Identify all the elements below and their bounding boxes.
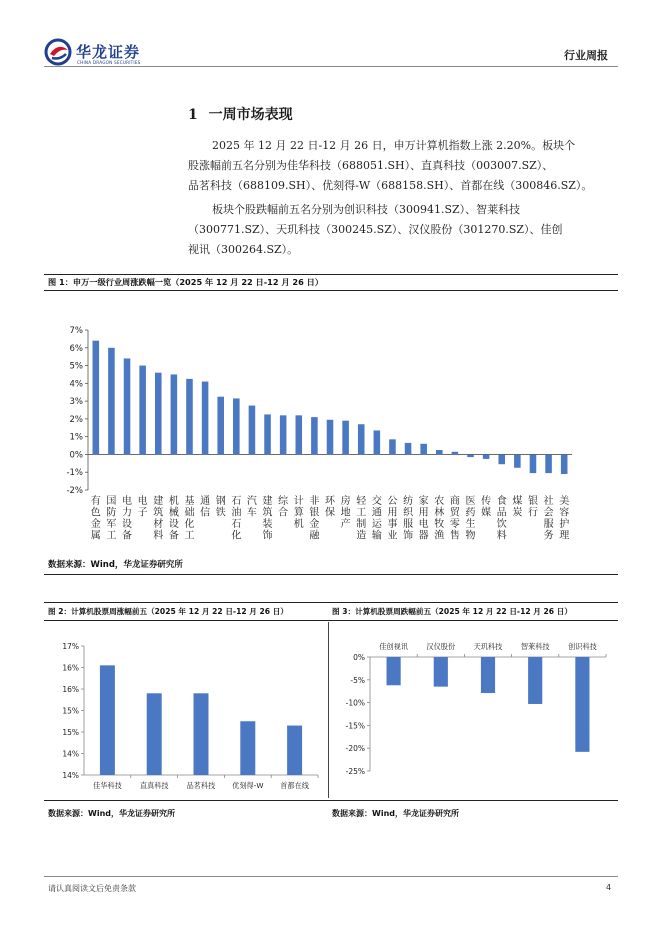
chart1-x-tick-label: 汽车	[246, 496, 257, 519]
chart1-bar-食品饮料	[498, 454, 505, 464]
chart2-y-tick-label: 17%	[62, 642, 79, 651]
chart2-y-tick-label: 14%	[62, 749, 79, 759]
chart1-x-tick-label: 国防军工	[106, 496, 117, 542]
chart1-bar-电子	[139, 366, 146, 455]
chart1-bar-基础化工	[186, 379, 193, 455]
chart1-x-tick-label: 机械设备	[168, 496, 179, 542]
chart1-x-tick-label: 非银金融	[309, 496, 320, 542]
chart2-bar-优刻得-W	[240, 721, 255, 775]
chart1-x-tick-label: 电子	[137, 496, 148, 519]
chart1-y-tick-label: -1%	[66, 468, 83, 479]
figure1-title: 图 1：申万一级行业周涨跌幅一览（2025 年 12 月 22 日-12 月 26 日）	[48, 277, 324, 287]
chart1-bar-农林牧渔	[436, 450, 443, 454]
chart1-bar-轻工制造	[358, 424, 365, 454]
chart1-x-tick-label: 医药生物	[465, 496, 476, 542]
chart2-bar-首都在线	[287, 726, 302, 775]
chart1-x-tick-label: 纺织服饰	[403, 496, 414, 542]
chart1-x-tick-label: 电力设备	[122, 496, 133, 542]
chart2-bar-品茗科技	[194, 693, 209, 775]
chart1-bar-商贸零售	[452, 452, 459, 455]
header-divider	[44, 66, 618, 67]
chart1-bar-传媒	[483, 454, 490, 458]
paragraph-line: 板块个股跌幅前五名分别为创识科技（300941.SZ）、智莱科技	[212, 203, 521, 216]
chart1-x-tick-label: 石油石化	[231, 496, 242, 542]
paragraph-1	[188, 136, 620, 196]
chart1-bar-非银金融	[311, 417, 318, 454]
chart3-y-tick-label: -10%	[345, 698, 365, 708]
chart1-bars	[93, 341, 568, 474]
chart2-x-tick-label: 优刻得-W	[232, 781, 264, 790]
chart1-x-tick-label: 农林牧渔	[434, 496, 445, 542]
paragraph-line: 股涨幅前五名分别为佳华科技（688051.SH）、直真科技（003007.SZ）、	[188, 159, 554, 172]
section-title	[188, 104, 293, 124]
chart3-y-tick-label: -15%	[345, 721, 365, 731]
chart1-bar-计算机	[295, 415, 302, 454]
logo-name: 华龙证券	[76, 43, 141, 61]
figure3-source: 数据来源：Wind，华龙证券研究所	[332, 809, 459, 818]
top-gainers-chart	[44, 622, 326, 800]
report-type: 行业周报	[564, 49, 608, 62]
chart1-x-tick-label: 家用电器	[418, 496, 429, 542]
section-number: 1	[188, 107, 198, 123]
chart1-x-tick-label: 轻工制造	[356, 496, 367, 542]
chart1-bar-石油石化	[233, 398, 240, 454]
paragraph-2	[188, 200, 620, 260]
figure23-bottom-rule	[44, 800, 618, 801]
figure2-title: 图 2：计算机股票周涨幅前五（2025 年 12 月 22 日-12 月 26 日）	[48, 607, 288, 616]
footer-divider	[44, 876, 618, 877]
page-number: 4	[606, 883, 612, 892]
chart3-bar-智莱科技	[528, 657, 542, 704]
chart3-x-tick-label: 佳创视讯	[379, 642, 408, 651]
chart1-y-tick-labels	[66, 326, 83, 496]
chart2-x-tick-label: 直真科技	[139, 781, 169, 790]
chart1-bar-综合	[280, 415, 287, 454]
chart1-bar-建筑材料	[155, 373, 162, 455]
chart1-x-tick-label: 综合	[278, 496, 289, 519]
chart1-bar-公用事业	[389, 439, 396, 454]
chart1-x-tick-label: 银行	[527, 496, 538, 519]
chart1-x-tick-label: 通信	[200, 496, 211, 519]
dragon-logo-icon	[44, 38, 74, 66]
chart3-y-tick-label: -20%	[345, 744, 365, 754]
chart1-bar-美容护理	[561, 454, 568, 474]
chart1-x-tick-label: 交通运输	[371, 496, 382, 542]
chart3-x-tick-label: 智莱科技	[520, 642, 550, 651]
chart1-x-tick-label: 有色金属	[90, 496, 101, 542]
chart1-x-tick-label: 计算机	[293, 496, 304, 530]
chart3-x-tick-labels	[379, 642, 597, 651]
chart1-bar-机械设备	[171, 374, 178, 454]
chart3-bar-创识科技	[575, 657, 589, 752]
chart1-x-tick-label: 美容护理	[559, 496, 570, 542]
chart1-bar-纺织服饰	[405, 443, 412, 455]
chart2-bar-佳华科技	[100, 665, 115, 775]
section-title-text: 一周市场表现	[208, 107, 293, 123]
chart3-bar-汉仪股份	[434, 657, 448, 687]
chart1-y-tick-label: 5%	[69, 361, 83, 372]
chart1-bar-通信	[202, 382, 209, 455]
chart2-y-tick-label: 15%	[62, 706, 79, 716]
chart1-x-tick-labels	[91, 494, 569, 542]
chart1-x-tick-label: 环保	[325, 496, 335, 519]
chart3-y-tick-label: -25%	[345, 767, 365, 776]
figure1-bottom-rule	[44, 574, 618, 575]
chart1-x-tick-label: 传媒	[481, 496, 492, 519]
chart1-y-tick-label: 2%	[69, 414, 83, 425]
figure23-top-rule	[44, 602, 618, 603]
chart3-bar-佳创视讯	[387, 657, 401, 685]
chart2-y-tick-label: 15%	[62, 728, 79, 737]
top-losers-chart	[330, 622, 618, 800]
chart1-x-tick-label: 钢铁	[215, 496, 226, 519]
chart1-bar-建筑装饰	[264, 414, 271, 454]
figure1-title-rule	[44, 290, 618, 291]
paragraph-line: 2025 年 12 月 22 日-12 月 26 日，申万计算机指数上涨 2.20%。板块个	[212, 139, 576, 152]
chart1-y-tick-label: 3%	[69, 397, 83, 408]
chart3-x-tick-label: 汉仪股份	[426, 642, 456, 651]
figure2-source: 数据来源：Wind，华龙证券研究所	[48, 809, 175, 818]
paragraph-line: 视讯（300264.SZ）。	[188, 243, 299, 256]
chart1-y-tick-label: 4%	[69, 379, 83, 390]
company-logo	[44, 38, 154, 68]
footer-disclaimer: 请认真阅读文后免责条款	[48, 884, 136, 893]
chart3-y-tick-labels	[346, 653, 365, 776]
logo-subtitle: CHINA DRAGON SECURITIES	[77, 60, 141, 65]
chart2-y-tick-label: 16%	[62, 663, 79, 673]
chart2-bars	[100, 665, 302, 775]
chart1-bar-医药生物	[467, 454, 474, 457]
figure1-top-rule	[44, 274, 618, 275]
chart1-y-tick-label: 7%	[69, 326, 83, 336]
chart1-y-tick-label: 1%	[69, 432, 83, 443]
chart1-x-tick-label: 建筑装饰	[262, 496, 273, 542]
chart1-x-tick-label: 建筑材料	[153, 496, 164, 542]
chart1-x-tick-label: 基础化工	[184, 496, 195, 542]
chart2-x-tick-labels	[93, 781, 310, 790]
chart2-y-tick-label: 16%	[62, 685, 79, 694]
chart1-y-tick-label: 6%	[69, 343, 83, 354]
paragraph-line: （300771.SZ）、天玑科技（300245.SZ）、汉仪股份（301270.SZ）、佳创	[188, 223, 563, 236]
chart3-bar-天玑科技	[481, 657, 495, 693]
chart1-bar-环保	[327, 420, 334, 455]
figure23-separator	[328, 622, 329, 798]
chart3-bars	[387, 657, 590, 752]
chart1-bar-有色金属	[93, 341, 100, 455]
chart1-x-tick-label: 社会服务	[543, 496, 554, 542]
industry-weekly-change-chart	[44, 292, 618, 550]
chart1-bar-煤炭	[514, 454, 521, 467]
chart1-x-tick-label: 公用事业	[387, 496, 398, 542]
chart1-bar-国防军工	[108, 348, 115, 455]
chart1-bar-银行	[530, 454, 537, 473]
chart1-x-tick-label: 房地产	[340, 496, 351, 530]
chart1-bar-房地产	[342, 421, 349, 455]
figure3-title: 图 3：计算机股票周跌幅前五（2025 年 12 月 22 日-12 月 26 日）	[332, 607, 572, 616]
chart1-bar-汽车	[249, 406, 256, 455]
chart1-x-tick-label: 煤炭	[512, 496, 523, 519]
chart2-x-tick-label: 首都在线	[280, 781, 309, 790]
chart3-x-tick-label: 创识科技	[568, 642, 597, 651]
chart1-bar-家用电器	[420, 444, 427, 455]
chart2-y-tick-label: 14%	[62, 771, 79, 780]
chart2-x-tick-label: 品茗科技	[186, 781, 216, 790]
chart1-x-tick-label: 食品饮料	[496, 496, 507, 542]
chart2-bar-直真科技	[147, 693, 162, 775]
chart1-bar-交通运输	[374, 430, 381, 454]
chart2-y-tick-labels	[62, 642, 79, 780]
chart2-x-tick-label: 佳华科技	[93, 781, 122, 790]
chart1-bar-社会服务	[545, 454, 552, 473]
paragraph-line: 品茗科技（688109.SH）、优刻得-W（688158.SH）、首都在线（300846.SZ）。	[188, 179, 593, 192]
chart3-y-tick-label: -5%	[350, 675, 365, 685]
chart1-bar-电力设备	[124, 358, 131, 454]
chart3-y-tick-label: 0%	[353, 653, 365, 662]
chart1-x-tick-label: 商贸零售	[449, 496, 460, 542]
chart1-y-tick-label: -2%	[66, 486, 83, 496]
figure23-title-rule	[44, 620, 618, 621]
chart1-bar-钢铁	[217, 397, 224, 455]
figure1-source: 数据来源：Wind，华龙证券研究所	[48, 560, 183, 570]
chart3-x-tick-label: 天玑科技	[473, 642, 503, 651]
chart1-y-tick-label: 0%	[69, 450, 83, 461]
